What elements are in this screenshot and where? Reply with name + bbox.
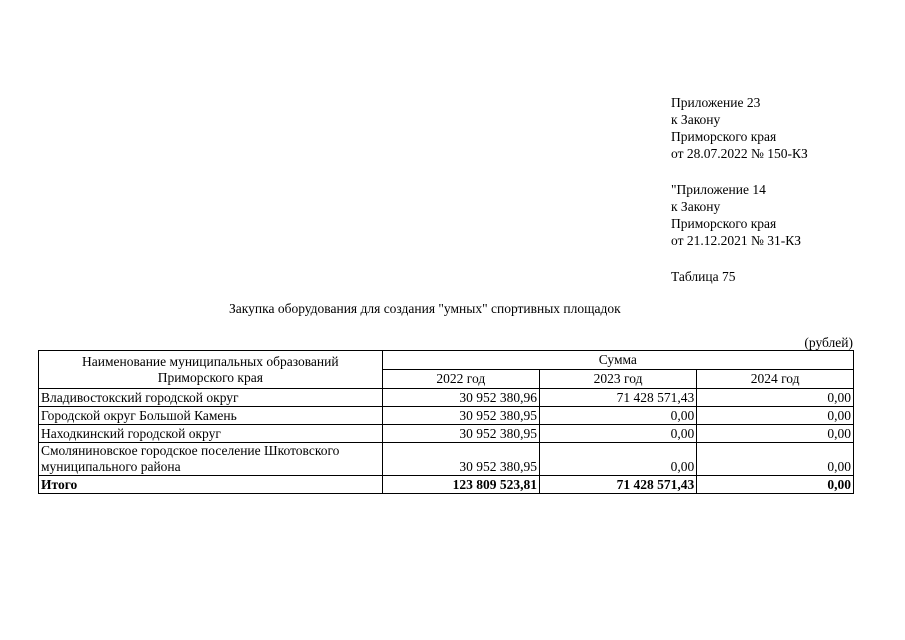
column-header-name-line: Наименование муниципальных образований	[82, 353, 339, 369]
row-name: Владивостокский городской округ	[39, 389, 383, 407]
row-value: 30 952 380,96	[382, 389, 539, 407]
row-value: 30 952 380,95	[382, 425, 539, 443]
appendix-current-line: к Закону	[671, 112, 721, 127]
budget-table	[38, 350, 854, 494]
row-name	[39, 443, 383, 476]
table-header-row	[39, 351, 854, 370]
total-value: 0,00	[697, 476, 854, 494]
table-row	[39, 389, 854, 407]
row-name: Городской округ Большой Камень	[39, 407, 383, 425]
appendix-current-line: Приложение 23	[671, 95, 761, 110]
row-value: 30 952 380,95	[382, 407, 539, 425]
row-value: 30 952 380,95	[382, 443, 539, 476]
appendix-original-line: к Закону	[671, 199, 721, 214]
column-header-name	[39, 351, 383, 389]
row-value: 0,00	[697, 407, 854, 425]
total-label: Итого	[39, 476, 383, 494]
column-header-year: 2022 год	[382, 370, 539, 389]
table-number: Таблица 75	[671, 269, 736, 284]
column-header-sum: Сумма	[382, 351, 853, 370]
row-name: Находкинский городской округ	[39, 425, 383, 443]
appendix-original-line: от 21.12.2021 № 31-КЗ	[671, 233, 801, 248]
appendix-original-line: "Приложение 14	[671, 182, 766, 197]
row-value: 0,00	[697, 443, 854, 476]
table-row	[39, 425, 854, 443]
row-value: 0,00	[539, 443, 696, 476]
table-row	[39, 407, 854, 425]
table-total-row	[39, 476, 854, 494]
column-header-year: 2024 год	[697, 370, 854, 389]
row-value: 0,00	[539, 425, 696, 443]
document-title: Закупка оборудования для создания "умных" спортивных площадок	[229, 301, 621, 316]
appendix-current-line: от 28.07.2022 № 150-КЗ	[671, 146, 808, 161]
row-value: 0,00	[697, 389, 854, 407]
column-header-name-line: Приморского края	[157, 369, 263, 385]
total-value: 123 809 523,81	[382, 476, 539, 494]
row-name-line: муниципального района	[41, 459, 181, 474]
row-value: 71 428 571,43	[539, 389, 696, 407]
appendix-original-header	[671, 181, 801, 249]
row-name-line: Смоляниновское городское поселение Шкотовского	[41, 443, 340, 458]
units-label: (рублей)	[804, 335, 853, 350]
appendix-current-header	[671, 94, 808, 162]
table-row	[39, 443, 854, 476]
row-value: 0,00	[539, 407, 696, 425]
appendix-original-line: Приморского края	[671, 216, 777, 231]
appendix-current-line: Приморского края	[671, 129, 777, 144]
column-header-year: 2023 год	[539, 370, 696, 389]
total-value: 71 428 571,43	[539, 476, 696, 494]
row-value: 0,00	[697, 425, 854, 443]
